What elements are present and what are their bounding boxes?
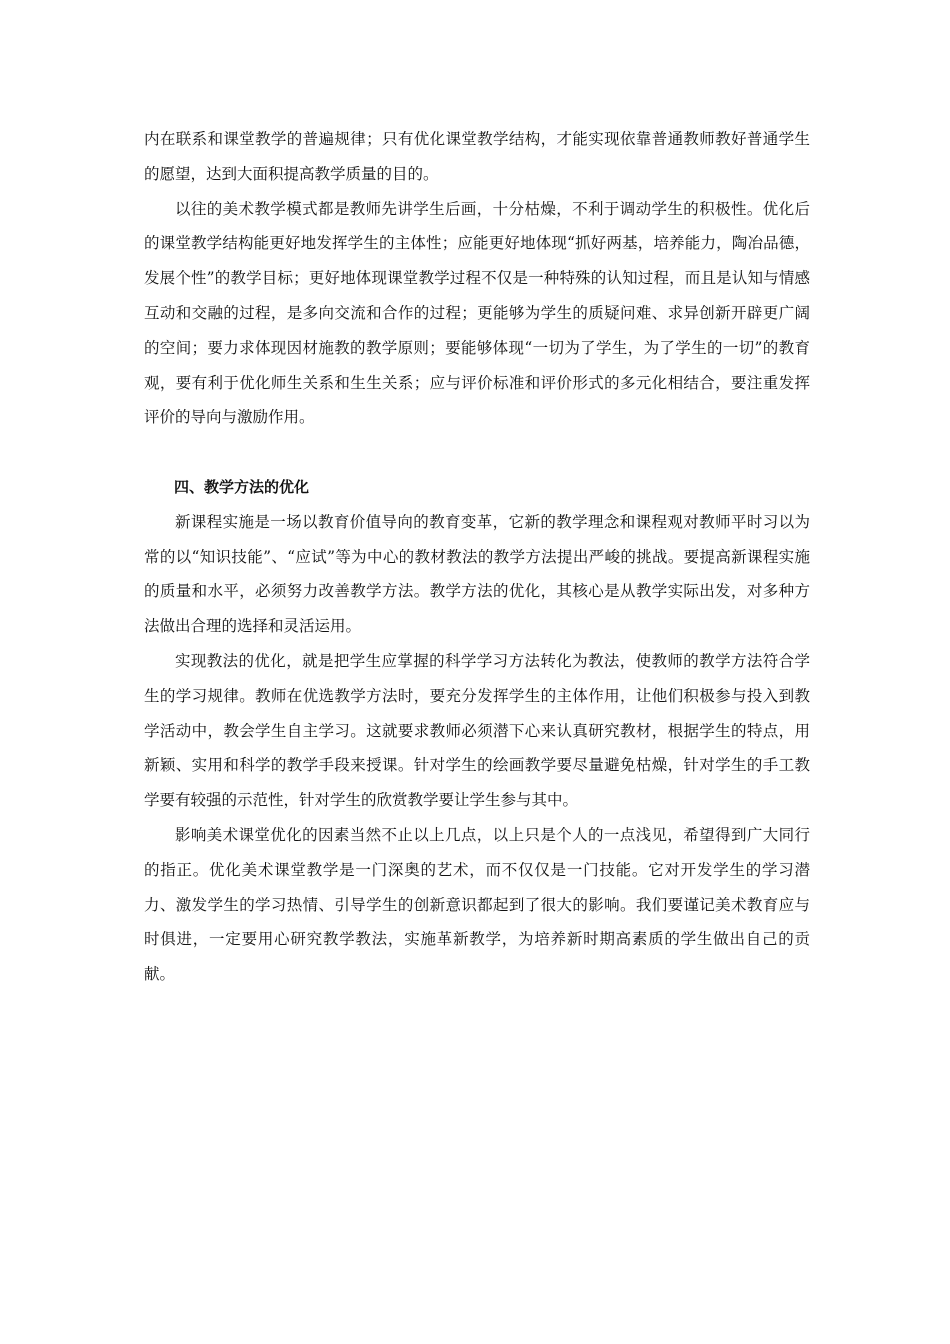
section-spacer: [144, 435, 810, 470]
paragraph-new-curriculum: 新课程实施是一场以教育价值导向的教育变革，它新的教学理念和课程观对教师平时习以为常的以“知识技能”、“应试”等为中心的教材教法的教学方法提出严峻的挑战。要提高新课程实施的质量和水平，必须努力改善教学方法。教学方法的优化，其核心是从教学实际出发，对多种方法做出合理的选择和灵活运用。: [144, 512, 810, 636]
paragraph-teaching-structure: 以往的美术教学模式都是教师先讲学生后画，十分枯燥，不利于调动学生的积极性。优化后的课堂教学结构能更好地发挥学生的主体性；应能更好地体现“抓好两基，培养能力，陶冶品德，发展个性”的教学目标；更好地体现课堂教学过程不仅是一种特殊的认知过程，而且是认知与情感互动和交融的过程，是多向交流和合作的过程；更能够为学生的质疑问难、求异创新开辟更广阔的空间；要力求体现因材施教的教学原则；要能够体现“一切为了学生，为了学生的一切”的教育观，要有利于优化师生关系和生生关系；应与评价标准和评价形式的多元化相结合，要注重发挥评价的导向与激励作用。: [144, 199, 810, 427]
paragraph-method-optimization: 实现教法的优化，就是把学生应掌握的科学学习方法转化为教法，使教师的教学方法符合学生的学习规律。教师在优选教学方法时，要充分发挥学生的主体作用，让他们积极参与投入到教学活动中，教会学生自主学习。这就要求教师必须潜下心来认真研究教材，根据学生的特点，用新颖、实用和科学的教学手段来授课。针对学生的绘画教学要尽量避免枯燥，针对学生的手工教学要有较强的示范性，针对学生的欣赏教学要让学生参与其中。: [144, 651, 810, 810]
paragraph-conclusion: 影响美术课堂优化的因素当然不止以上几点，以上只是个人的一点浅见，希望得到广大同行的指正。优化美术课堂教学是一门深奥的艺术，而不仅仅是一门技能。它对开发学生的学习潜力、激发学生的学习热情、引导学生的创新意识都起到了很大的影响。我们要谨记美术教育应与时俱进，一定要用心研究教学教法，实施革新教学，为培养新时期高素质的学生做出自己的贡献。: [144, 825, 810, 984]
paragraph-continued: 内在联系和课堂教学的普遍规律；只有优化课堂教学结构，才能实现依靠普通教师教好普通学生的愿望，达到大面积提高教学质量的目的。: [144, 130, 810, 183]
section-heading: 四、教学方法的优化: [174, 477, 310, 496]
document-body: [144, 122, 810, 992]
